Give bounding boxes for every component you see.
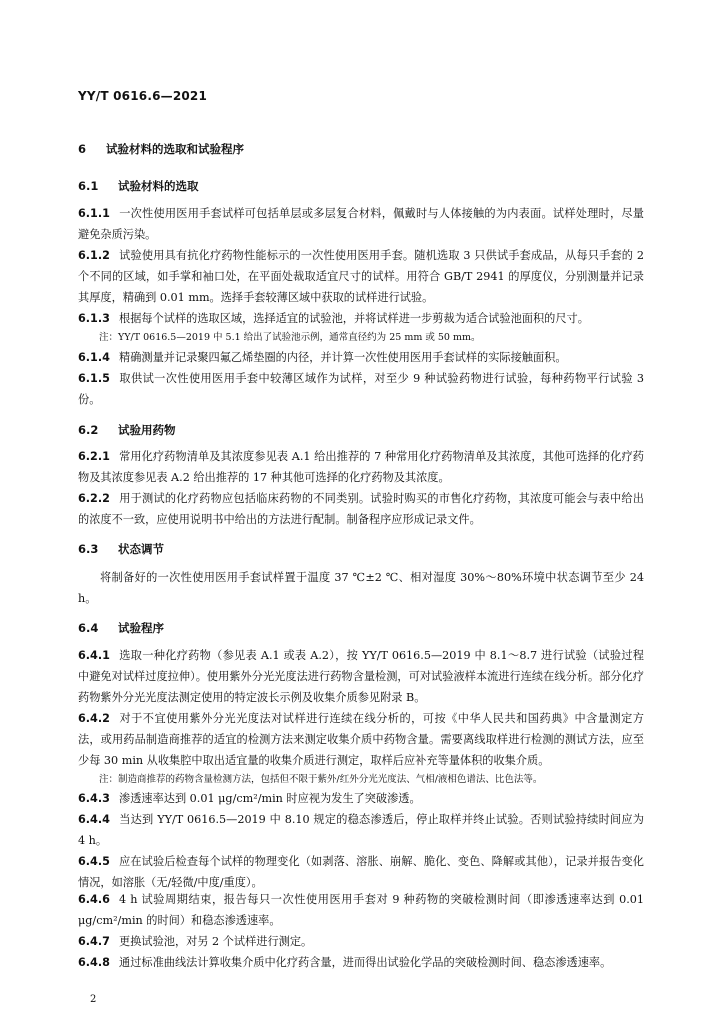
clause-6-4-5: [78, 851, 644, 893]
section-number: 6.4: [78, 621, 99, 635]
clause-text: 试验使用具有抗化疗药物性能标示的一次性使用医用手套。随机选取 3 只供试手套成品，从每只手套的 2 个不同的区域，如手掌和袖口处，在平面处裁取适宜尺寸的试样。用符合 GB/T 2941 的厚度仪，分别测量并记录其厚度，精确到 0.01 mm。选择手套较薄区域中获取的试样进行试验。: [78, 249, 644, 304]
page-number: 2: [90, 994, 97, 1005]
section-number: 6.3: [78, 542, 99, 556]
clause-text: 渗透速率达到 0.01 μg/cm²/min 时应视为发生了突破渗透。: [119, 792, 421, 805]
section-title: 试验材料的选取和试验程序: [106, 142, 244, 156]
clause-6-4-3: [78, 788, 644, 809]
note-6-1-3: 注：YY/T 0616.5—2019 中 5.1 给出了试验池示例，通常直径约为 25 mm 或 50 mm。: [99, 332, 481, 343]
section-title: 试验材料的选取: [118, 179, 199, 193]
clause-6-1-1: [78, 203, 644, 245]
standard-number-header: YY/T 0616.6—2021: [78, 89, 208, 103]
clause-6-4-4: [78, 809, 644, 851]
clause-6-1-3: [78, 308, 644, 329]
clause-6-1-5: [78, 368, 644, 410]
clause-text: 对于不宜使用紫外分光光度法对试样进行连续在线分析的，可按《中华人民共和国药典》中含量测定方法，或用药品制造商推荐的适宜的检测方法来测定收集介质中药物含量。需要离线取样进行检测的测试方法，应至少每 30 min 从收集腔中取出适宜量的收集介质进行测定，取样后应补充等量体积的收集介质。: [78, 712, 644, 767]
clause-6-4-6: [78, 889, 644, 931]
clause-number: 6.4.4: [78, 813, 110, 826]
clause-6-1-2: [78, 245, 644, 308]
clause-text: 通过标准曲线法计算收集介质中化疗药含量，进而得出试验化学品的突破检测时间、稳态渗透速率。: [119, 956, 612, 969]
section-title: 试验用药物: [118, 423, 176, 437]
section-6-3-heading: [78, 541, 164, 557]
clause-text: 取供试一次性使用医用手套中较薄区域作为试样，对至少 9 种试验药物进行试验，每种药物平行试验 3 份。: [78, 372, 644, 406]
clause-number: 6.1.4: [78, 351, 110, 364]
clause-text: 选取一种化疗药物（参见表 A.1 或表 A.2），按 YY/T 0616.5—2019 中 8.1～8.7 进行试验（试验过程中避免对试样过度拉伸）。使用紫外分光光度法进行药物含量检测，可对试验液样本流进行连续在线分析。部分化疗药物紫外分光光度法测定使用的特定波长示例及收集介质参见附录 B。: [78, 649, 644, 704]
clause-text: 4 h 试验周期结束，报告每只一次性使用医用手套对 9 种药物的突破检测时间（即渗透速率达到 0.01 μg/cm²/min 的时间）和稳态渗透速率。: [78, 893, 644, 927]
clause-text: 当达到 YY/T 0616.5—2019 中 8.10 规定的稳态渗透后，停止取样并终止试验。否则试验持续时间应为 4 h。: [78, 813, 644, 847]
clause-number: 6.4.3: [78, 792, 110, 805]
clause-6-2-2: [78, 488, 644, 530]
clause-text: 常用化疗药物清单及其浓度参见表 A.1 给出推荐的 7 种常用化疗药物清单及其浓度，其他可选择的化疗药物及其浓度参见表 A.2 给出推荐的 17 种其他可选择的化疗药物及其浓度。: [78, 450, 644, 484]
clause-number: 6.1.1: [78, 207, 110, 220]
clause-number: 6.4.2: [78, 712, 110, 725]
clause-6-1-4: [78, 347, 644, 368]
clause-text: 根据每个试样的选取区域，选择适宜的试验池，并将试样进一步剪裁为适合试验池面积的尺寸。: [119, 312, 589, 325]
section-title: 试验程序: [118, 621, 164, 635]
clause-text: 一次性使用医用手套试样可包括单层或多层复合材料，佩戴时与人体接触的为内表面。试样处理时，尽量避免杂质污染。: [78, 207, 644, 241]
section-number: 6: [78, 142, 87, 156]
clause-6-4-1: [78, 645, 644, 708]
section-title: 状态调节: [118, 542, 164, 556]
clause-6-4-2: [78, 708, 644, 771]
clause-text: 用于测试的化疗药物应包括临床药物的不同类别。试验时购买的市售化疗药物，其浓度可能会与表中给出的浓度不一致，应使用说明书中给出的方法进行配制。制备程序应形成记录文件。: [78, 492, 644, 526]
section-number: 6.1: [78, 179, 99, 193]
clause-6-4-8: [78, 952, 644, 973]
clause-number: 6.1.3: [78, 312, 110, 325]
clause-6-2-1: [78, 446, 644, 488]
clause-number: 6.4.1: [78, 649, 110, 662]
clause-number: 6.4.7: [78, 935, 110, 948]
clause-number: 6.1.5: [78, 372, 110, 385]
note-6-4-2: 注：制造商推荐的药物含量检测方法，包括但不限于紫外/红外分光光度法、气相/液相色谱法、比色法等。: [99, 774, 543, 785]
clause-6-4-7: [78, 931, 644, 952]
clause-text: 应在试验后检查每个试样的物理变化（如剥落、溶胀、崩解、脆化、变色、降解或其他），记录并报告变化情况，如溶胀（无/轻微/中度/重度）。: [78, 855, 644, 889]
section-number: 6.2: [78, 423, 99, 437]
clause-number: 6.4.6: [78, 893, 110, 906]
section-6-2-heading: [78, 422, 176, 438]
section-6-heading: [78, 141, 244, 157]
clause-number: 6.2.1: [78, 450, 110, 463]
clause-number: 6.4.5: [78, 855, 110, 868]
clause-6-3-body: 将制备好的一次性使用医用手套试样置于温度 37 ℃±2 ℃、相对湿度 30%～80%环境中状态调节至少 24 h。: [78, 571, 644, 605]
clause-number: 6.2.2: [78, 492, 110, 505]
clause-text: 精确测量并记录聚四氟乙烯垫圈的内径，并计算一次性使用医用手套试样的实际接触面积。: [119, 351, 567, 364]
clause-number: 6.1.2: [78, 249, 110, 262]
clause-number: 6.4.8: [78, 956, 110, 969]
section-6-1-heading: [78, 178, 199, 194]
clause-text: 更换试验池，对另 2 个试样进行测定。: [119, 935, 313, 948]
section-6-4-heading: [78, 620, 164, 636]
